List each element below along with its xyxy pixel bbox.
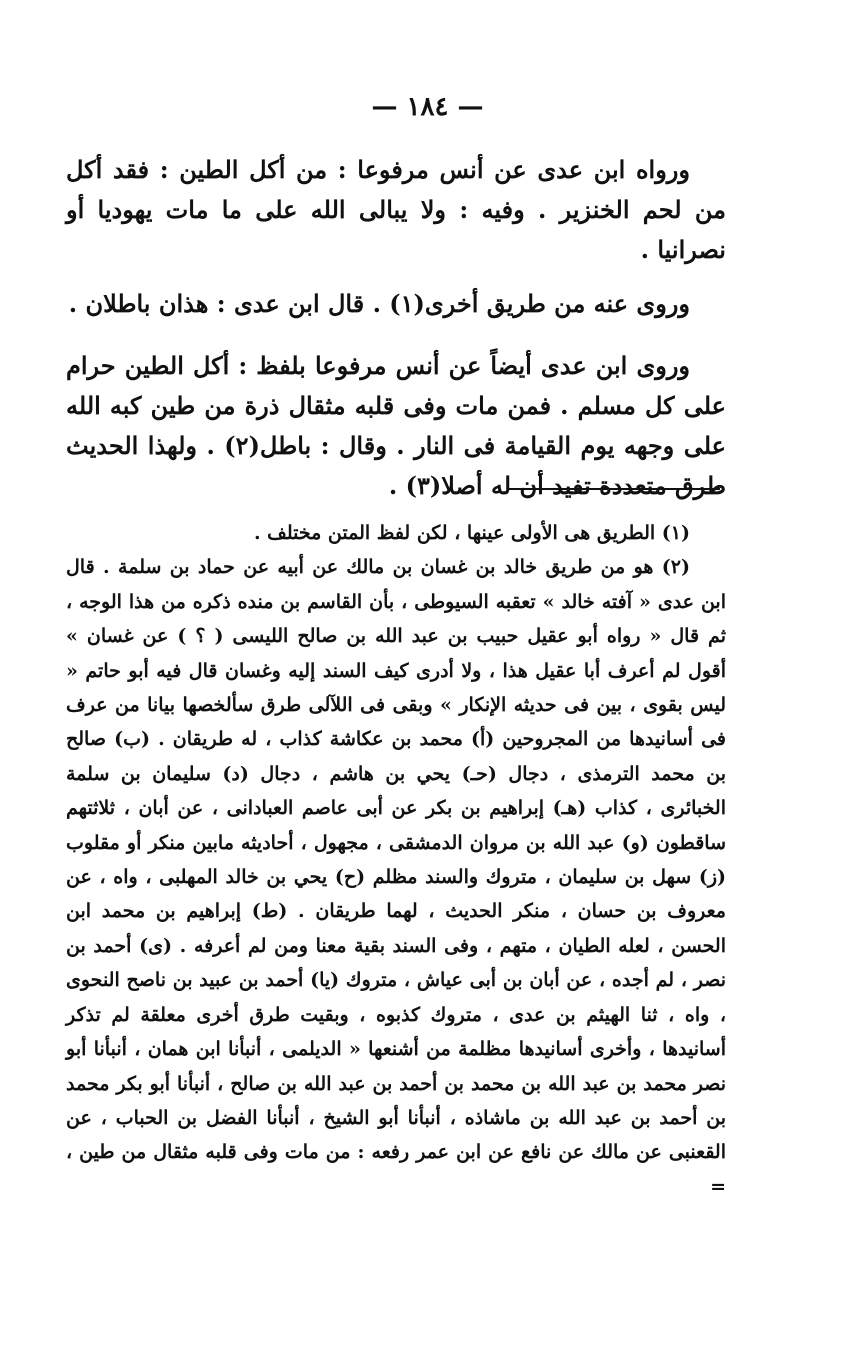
main-text (66, 150, 726, 506)
main-paragraph-3: وروى ابن عدى أيضاً عن أنس مرفوعا بلفظ : أكل الطين حرام على كل مسلم . فمن مات وفى قلبه مثقال ذرة من طين كبه الله على وجهه يوم القيامة فى النار . وقال : باطل(٢) . ولهذا الحديث طرق متعددة تفيد أن له أصلا(٣) . (66, 351, 726, 500)
footnote-divider (508, 488, 720, 490)
footnote-2-paragraph (66, 550, 726, 1204)
page-number: — ١٨٤ — (371, 92, 484, 122)
main-paragraph-2: وروى عنه من طريق أخرى(١) . قال ابن عدى : هذان باطلان . (68, 289, 690, 318)
main-paragraph-1: ورواه ابن عدى عن أنس مرفوعا : من أكل الطين : فقد أكل من لحم الخنزير . وفيه : ولا يبالى الله على ما مات يهوديا أو نصرانيا . (66, 155, 726, 264)
footnotes (66, 516, 726, 1204)
continuation-mark: = (710, 1175, 726, 1198)
footnote-2: (٢) هو من طريق خالد بن غسان بن مالك عن أبيه عن حماد بن سلمة . قال ابن عدى « آفته خالد » تعقبه السيوطى ، بأن القاسم بن منده ذكره من هذا الوجه ، ثم قال « رواه أبو عقيل حبيب بن عبد الله بن صالح الليسى ( ؟ ) عن غسان » أقول لم أعرف أبا عقيل هذا ، ولا أدرى كيف السند إليه وغسان قال فيه أبو حاتم « ليس بقوى ، بين فى حديثه الإنكار » وبقى فى اللآلى طرق سألخصها بيانا من عرف فى أسانيدها من المجروحين (أ) محمد بن عكاشة كذاب ، له طريقان . (ب) صالح بن محمد الترمذى ، دجال (حـ) يحي بن هاشم ، دجال (د) سليمان بن سلمة الخبائرى ، كذاب (هـ) إبراهيم بن بكر عن أبى عاصم العبادانى ، عن أبان ، ثلاثتهم ساقطون (و) عبد الله بن مروان الدمشقى ، مجهول ، أحاديثه مابين منكر أو مقلوب (ز) سهل بن سليمان ، متروك والسند مظلم (ح) يحي بن خالد المهلبى ، واه ، عن معروف بن حسان ، منكر الحديث ، لهما طريقان . (ط) إبراهيم بن محمد ابن الحسن ، لعله الطيان ، متهم ، وفى السند بقية معنا ومن لم أعرفه . (ى) أحمد بن نصر ، لم أجده ، عن أبان بن أبى عياش ، متروك (يا) أحمد بن عبيد بن ناصح النحوى ، واه ، ثنا الهيثم بن عدى ، متروك كذبوه ، وبقيت طرق أخرى معلقة لم تذكر أسانيدها ، وأخرى أسانيدها مظلمة من أشنعها « الديلمى ، أنبأنا ابن همان ، أنبأنا أبو نصر محمد بن عبد الله بن محمد بن أحمد بن عبد الله بن صالح ، أنبأنا أبو بكر محمد بن أحمد بن عبد الله بن ماشاذه ، أنبأنا أبو الشيخ ، أنبأنا الفضل بن الحباب ، عن القعنبى عن مالك عن نافع عن ابن عمر رفعه : من مات وفى قلبه مثقال من طين ، (66, 556, 726, 1164)
footnote-1: (١) الطريق هى الأولى عينها ، لكن لفظ المتن مختلف . (253, 522, 690, 544)
